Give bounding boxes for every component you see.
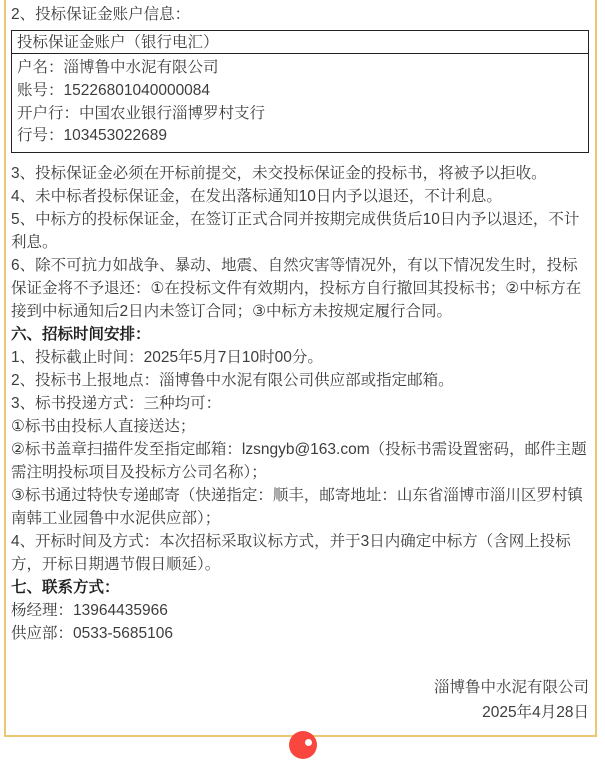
- bank-name-row: 开户行：中国农业银行淄博罗村支行: [17, 104, 266, 122]
- clause-item-5: 5、中标方的投标保证金，在签订正式合同并按期完成供货后10日内予以退还，不计利息。: [11, 211, 580, 252]
- schedule-item-delivery-methods: 3、标书投递方式：三种均可：: [11, 395, 222, 413]
- clause-item-6: 6、除不可抗力如战争、暴动、地震、自然灾害等情况外，有以下情况发生时，投标保证金将不予退还：①在投标文件有效期内，投标方自行撤回其投标书；②中标方在接到中标通知后2日内未签订合同；③中标方未按规定履行合同。: [11, 257, 582, 321]
- schedule-item-bid-opening: 4、开标时间及方式：本次招标采取议标方式，并于3日内确定中标方（含网上投标方，开标日期遇节假日顺延）。: [11, 533, 571, 574]
- delivery-method-express: ③标书通过特快专递邮寄（快递指定：顺丰，邮寄地址：山东省淄博市淄川区罗村镇南韩工业园鲁中水泥供应部）；: [11, 487, 583, 528]
- signature-date: 2025年4月28日: [482, 704, 589, 722]
- account-table-header: 投标保证金账户（银行电汇）: [12, 31, 588, 54]
- schedule-item-deadline: 1、投标截止时间：2025年5月7日10时00分。: [11, 349, 323, 367]
- clause-item-3: 3、投标保证金必须在开标前提交，未交投标保证金的投标书，将被予以拒收。: [11, 165, 547, 183]
- red-pin-icon: [289, 731, 317, 759]
- document-content: [11, 3, 589, 725]
- signature-company: 淄博鲁中水泥有限公司: [433, 679, 589, 697]
- account-number-row: 账号：15226801040000084: [17, 81, 211, 99]
- schedule-section-heading: 六、招标时间安排：: [11, 326, 151, 344]
- red-pin-highlight-dot: [305, 739, 312, 746]
- clause-item-4: 4、未中标者投标保证金，在发出落标通知10日内予以退还，不计利息。: [11, 188, 502, 206]
- account-table-body: [12, 54, 588, 152]
- account-holder-row: 户名：淄博鲁中水泥有限公司: [17, 59, 219, 76]
- deposit-account-heading: 2、投标保证金账户信息：: [11, 6, 191, 23]
- schedule-item-submission-place: 2、投标书上报地点：淄博鲁中水泥有限公司供应部或指定邮箱。: [11, 372, 454, 390]
- bank-code-row: 行号：103453022689: [17, 127, 167, 145]
- contact-supply-dept-phone: 供应部：0533-5685106: [11, 625, 173, 643]
- contact-section-heading: 七、联系方式：: [11, 579, 120, 597]
- deposit-account-table: [11, 30, 589, 153]
- delivery-method-direct: ①标书由投标人直接送达；: [11, 418, 196, 436]
- contact-manager-phone: 杨经理：13964435966: [11, 602, 168, 620]
- delivery-method-email: ②标书盖章扫描件发至指定邮箱：lzsngyb@163.com（投标书需设置密码，邮件主题需注明投标项目及投标方公司名称）；: [11, 441, 587, 482]
- signature-block: [11, 675, 589, 725]
